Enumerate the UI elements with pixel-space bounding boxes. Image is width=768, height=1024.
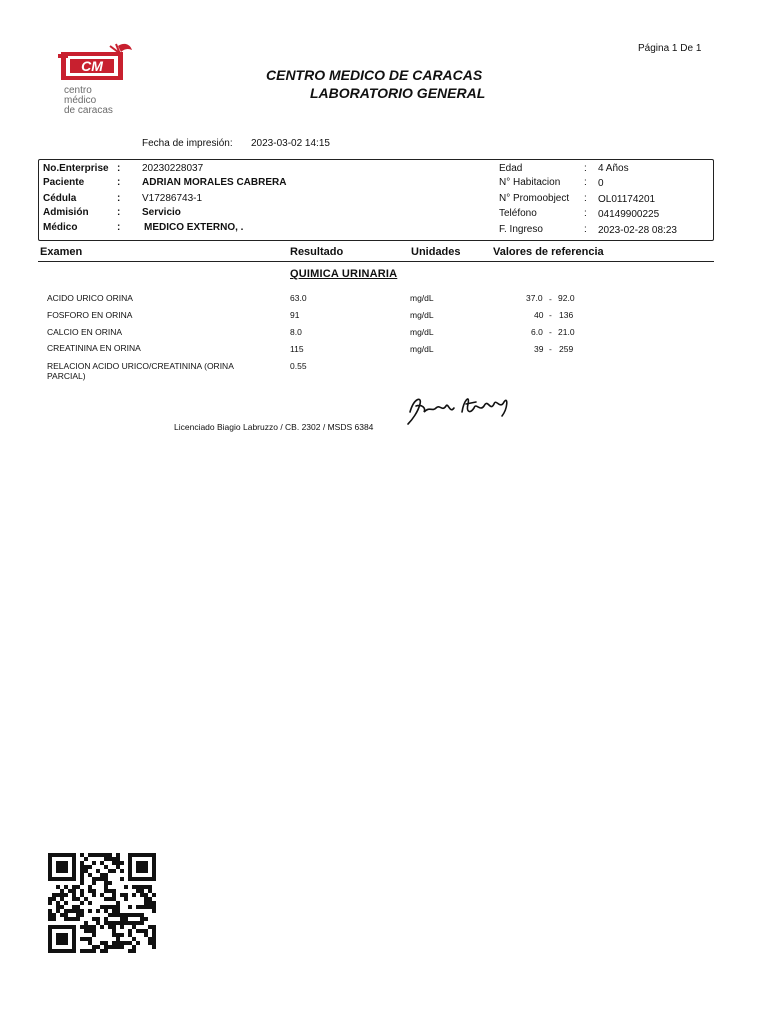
admission-colon: : xyxy=(117,207,121,218)
row-ref-sep: - xyxy=(549,294,552,304)
row-units: mg/dL xyxy=(410,310,434,320)
row-exam-continued: PARCIAL) xyxy=(47,371,86,381)
document-title-line-2: LABORATORIO GENERAL xyxy=(310,85,486,101)
age-value: 4 Años xyxy=(598,163,629,174)
admission-date-value: 2023-02-28 08:23 xyxy=(598,225,677,236)
promoobject-value: OL01174201 xyxy=(598,194,656,205)
enterprise-colon: : xyxy=(117,163,121,174)
logo-line-1: centro xyxy=(64,85,92,96)
row-ref-sep: - xyxy=(549,327,552,337)
admission-date-label: F. Ingreso xyxy=(499,224,543,235)
patient-label: Paciente xyxy=(43,177,85,188)
room-label: N° Habitacion xyxy=(499,177,561,188)
row-ref-high: 21.0 xyxy=(558,327,575,337)
row-result: 8.0 xyxy=(290,327,302,337)
room-colon: : xyxy=(584,177,587,188)
row-ref-low: 6.0 xyxy=(531,327,543,337)
row-units: mg/dL xyxy=(410,293,434,303)
signature-icon xyxy=(404,390,514,426)
admission-date-colon: : xyxy=(584,224,587,235)
col-header-reference: Valores de referencia xyxy=(493,246,604,258)
phone-colon: : xyxy=(584,208,587,219)
header-divider xyxy=(38,261,714,262)
age-colon: : xyxy=(584,163,587,174)
row-result: 63.0 xyxy=(290,293,307,303)
row-ref-sep: - xyxy=(549,310,552,320)
licence-text: Licenciado Biagio Labruzzo / CB. 2302 / MSDS 6384 xyxy=(174,422,374,432)
admission-value: Servicio xyxy=(142,207,181,218)
row-ref-low: 39 xyxy=(534,344,544,354)
row-result: 0.55 xyxy=(290,361,307,371)
row-ref-sep: - xyxy=(549,344,552,354)
phone-value: 04149900225 xyxy=(598,209,660,220)
row-result: 91 xyxy=(290,310,300,320)
logo-mark-text: CM xyxy=(81,58,103,74)
admission-label: Admisión xyxy=(43,207,89,218)
print-date-value: 2023-03-02 14:15 xyxy=(251,138,330,149)
enterprise-value: 20230228037 xyxy=(142,163,204,174)
doctor-colon: : xyxy=(117,222,121,233)
print-date-label: Fecha de impresión: xyxy=(142,138,233,149)
row-exam: CALCIO EN ORINA xyxy=(47,327,123,337)
row-exam: ACIDO URICO ORINA xyxy=(47,293,133,303)
page-number: Página 1 De 1 xyxy=(638,43,702,54)
cedula-colon: : xyxy=(117,193,121,204)
enterprise-label: No.Enterprise xyxy=(43,163,109,174)
doctor-value: MEDICO EXTERNO, . xyxy=(144,222,244,233)
age-label: Edad xyxy=(499,163,523,174)
logo-line-3: de caracas xyxy=(64,105,113,116)
row-exam: CREATININA EN ORINA xyxy=(47,343,141,353)
section-title: QUIMICA URINARIA xyxy=(290,268,398,280)
row-ref-high: 92.0 xyxy=(558,293,575,303)
row-ref-low: 37.0 xyxy=(526,293,543,303)
doctor-label: Médico xyxy=(43,222,78,233)
document-title-line-1: CENTRO MEDICO DE CARACAS xyxy=(266,67,483,83)
cedula-label: Cédula xyxy=(43,193,77,204)
patient-value: ADRIAN MORALES CABRERA xyxy=(142,177,287,188)
row-exam: FOSFORO EN ORINA xyxy=(47,310,133,320)
col-header-exam: Examen xyxy=(40,246,83,258)
patient-colon: : xyxy=(117,177,121,188)
promoobject-label: N° Promoobject xyxy=(499,193,570,204)
col-header-units: Unidades xyxy=(411,246,461,258)
logo-wordmark xyxy=(64,86,113,116)
col-header-result: Resultado xyxy=(290,246,344,258)
phone-label: Teléfono xyxy=(499,208,537,219)
row-ref-low: 40 xyxy=(534,310,544,320)
row-ref-high: 136 xyxy=(559,310,574,320)
row-units: mg/dL xyxy=(410,327,434,337)
clinic-logo-icon xyxy=(58,40,134,86)
qr-code-icon xyxy=(48,852,156,954)
row-ref-high: 259 xyxy=(559,344,574,354)
cedula-value: V17286743-1 xyxy=(142,193,203,204)
promoobject-colon: : xyxy=(584,193,587,204)
row-units: mg/dL xyxy=(410,344,434,354)
row-exam: RELACION ACIDO URICO/CREATININA (ORINA xyxy=(47,361,234,371)
row-result: 115 xyxy=(290,344,304,354)
room-value: 0 xyxy=(598,178,604,189)
logo-line-2: médico xyxy=(64,95,97,106)
